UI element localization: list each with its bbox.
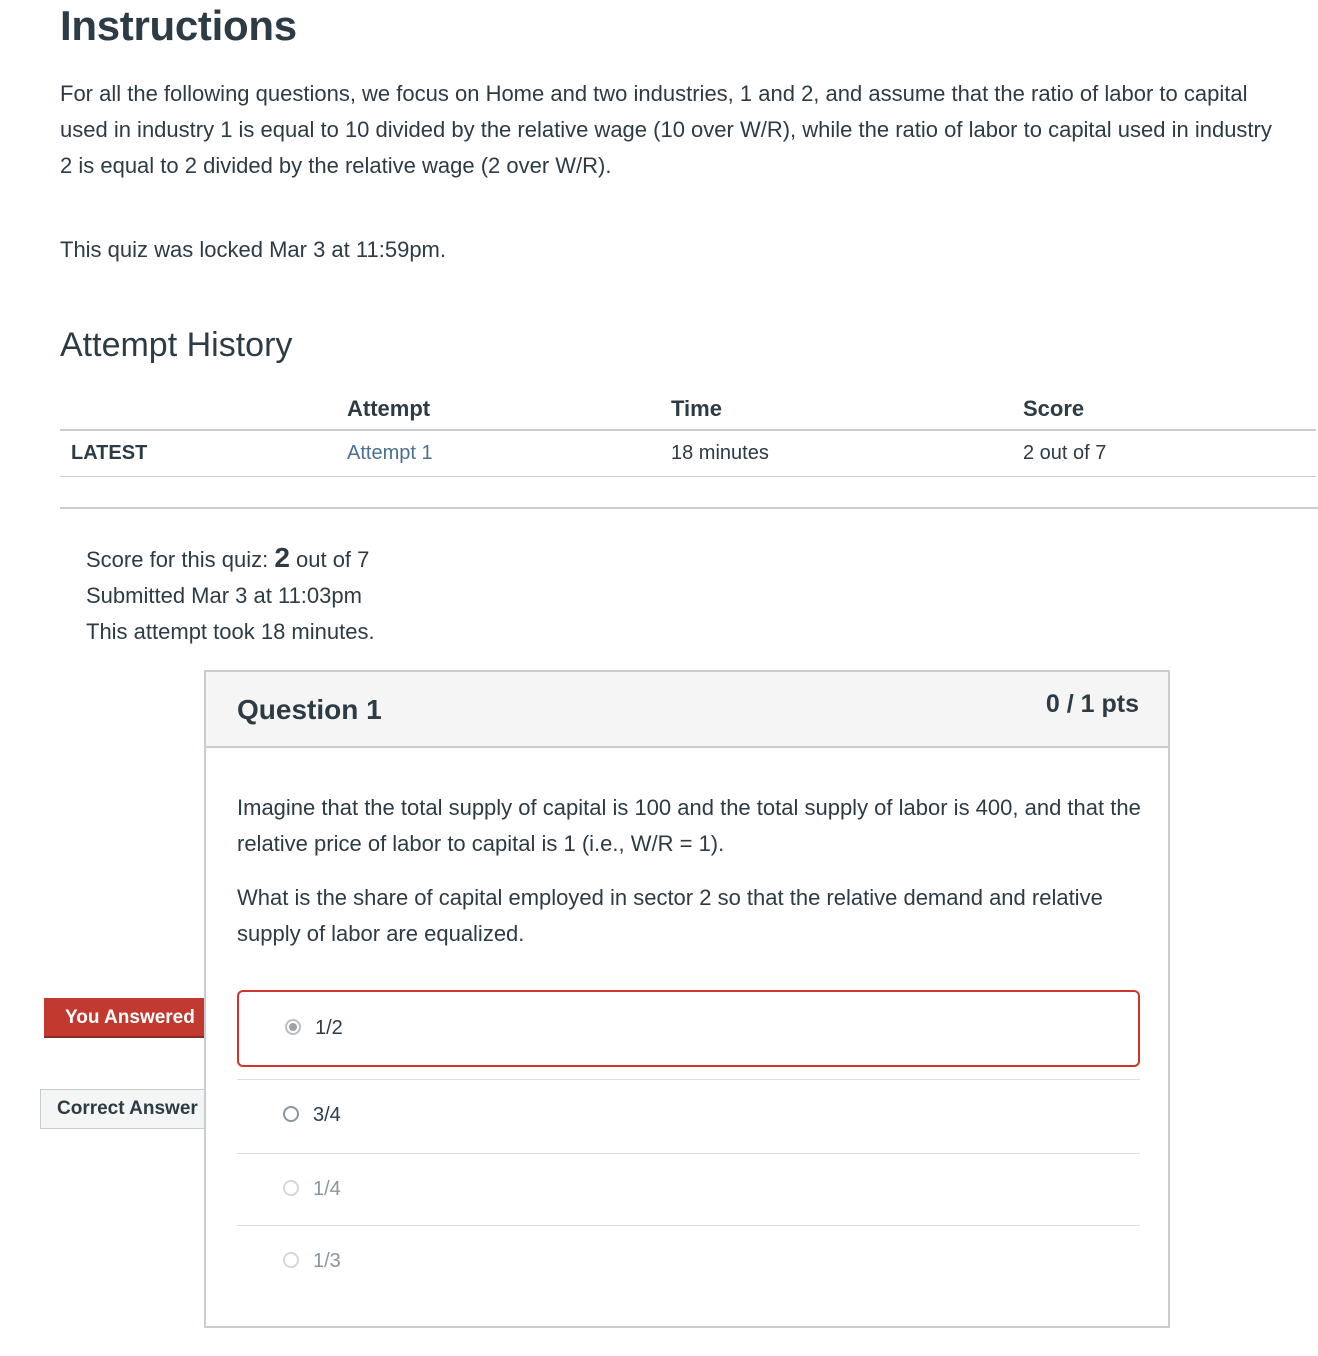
question-card	[204, 670, 1170, 1328]
attempt-1-link[interactable]: Attempt 1	[347, 441, 433, 464]
answer-option-you-answered[interactable]	[237, 990, 1140, 1067]
section-divider	[60, 507, 1318, 509]
answer-label: 3/4	[313, 1104, 341, 1126]
radio-icon[interactable]	[283, 1252, 299, 1268]
radio-icon[interactable]	[283, 1180, 299, 1196]
score-value: 2	[274, 542, 290, 573]
duration-line: This attempt took 18 minutes.	[86, 619, 375, 644]
row-label-latest: LATEST	[60, 430, 347, 476]
column-header-time: Time	[671, 388, 1023, 430]
correct-answer-tag	[40, 1089, 218, 1129]
table-row	[60, 430, 1316, 476]
question-header	[206, 672, 1168, 748]
question-text	[237, 790, 1147, 970]
score-prefix: Score for this quiz:	[86, 547, 275, 572]
submitted-line: Submitted Mar 3 at 11:03pm	[86, 583, 362, 608]
page-title: Instructions	[60, 2, 297, 49]
column-header-attempt: Attempt	[347, 388, 671, 430]
correct-answer-label: Correct Answer	[57, 1098, 198, 1119]
question-paragraph: Imagine that the total supply of capital is 100 and the total supply of labor is 400, and that the relative price of labor to capital is 1 (i.e., W/R = 1).	[237, 795, 1141, 856]
attempt-history-table	[60, 388, 1316, 477]
question-points: 0 / 1 pts	[1045, 690, 1139, 718]
question-paragraph: What is the share of capital employed in sector 2 so that the relative demand and relative supply of labor are equalized.	[237, 885, 1103, 946]
score-suffix: out of 7	[289, 547, 370, 572]
instructions-text: For all the following questions, we focus on Home and two industries, 1 and 2, and assume that the ratio of labor to capital used in industry 1 is equal to 10 divided by the relative wage (10 over W/R), while the ratio of labor to capital used in industry 2 is equal to 2 divided by the relative wage (2 over W/R).	[60, 81, 1272, 178]
attempt-cell	[347, 430, 671, 476]
score-line	[86, 540, 375, 578]
answer-label: 1/3	[313, 1250, 341, 1272]
question-title: Question 1	[237, 694, 382, 725]
answer-option[interactable]	[237, 1226, 1140, 1298]
column-header-label	[60, 388, 347, 430]
score-summary	[86, 540, 375, 650]
radio-selected-icon[interactable]	[285, 1019, 301, 1035]
you-answered-label: You Answered	[65, 1007, 195, 1028]
time-cell: 18 minutes	[671, 430, 1023, 476]
answer-label: 1/2	[315, 1017, 343, 1039]
answer-option[interactable]	[237, 1154, 1140, 1225]
answer-label: 1/4	[313, 1178, 341, 1200]
attempt-history-heading: Attempt History	[60, 326, 293, 364]
table-header-row	[60, 388, 1316, 430]
answer-option-correct[interactable]	[237, 1080, 1140, 1153]
you-answered-tag	[44, 998, 218, 1038]
radio-icon[interactable]	[283, 1106, 299, 1122]
score-cell: 2 out of 7	[1023, 430, 1316, 476]
column-header-score: Score	[1023, 388, 1316, 430]
quiz-locked-notice: This quiz was locked Mar 3 at 11:59pm.	[60, 237, 446, 262]
